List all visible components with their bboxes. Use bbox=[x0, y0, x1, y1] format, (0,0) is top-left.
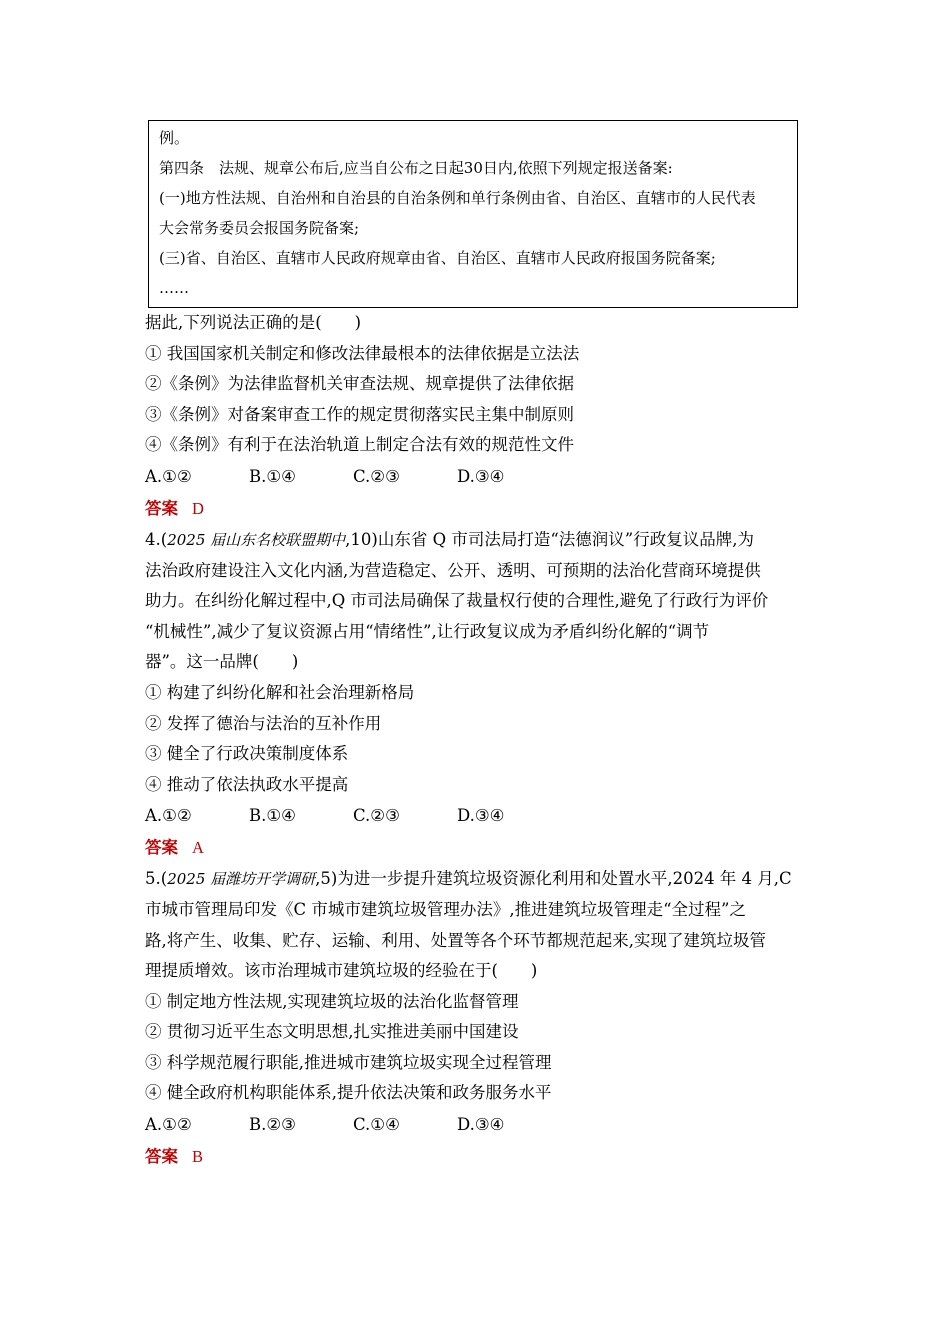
question-stem-line: 法治政府建设注入文化内涵,为营造稳定、公开、透明、可预期的法治化营商环境提供 bbox=[145, 560, 761, 580]
box-line: 大会常务委员会报国务院备案; bbox=[159, 219, 360, 237]
option-d: D.③④ bbox=[457, 466, 505, 486]
choice-item: ④《条例》有利于在法治轨道上制定合法有效的规范性文件 bbox=[145, 435, 574, 455]
answer-value: D bbox=[192, 498, 204, 518]
question-4 bbox=[145, 525, 810, 864]
choice-item: ②《条例》为法律监督机关审查法规、规章提供了法律依据 bbox=[145, 374, 574, 394]
question-source: 2025 届潍坊开学调研 bbox=[167, 870, 316, 889]
question-stem-line: 市城市管理局印发《C 市城市建筑垃圾管理办法》,推进建筑垃圾管理走“全过程”之 bbox=[145, 899, 746, 919]
box-line: (一)地方性法规、自治州和自治县的自治条例和单行条例由省、自治区、直辖市的人民代表 bbox=[159, 189, 756, 207]
quoted-regulation-box bbox=[148, 120, 798, 308]
box-line: 例。 bbox=[159, 129, 190, 147]
question-score: ,5) bbox=[315, 869, 338, 889]
choice-item: ① 制定地方性法规,实现建筑垃圾的法治化监督管理 bbox=[145, 991, 519, 1011]
question-3 bbox=[145, 308, 810, 525]
option-a: A.①② bbox=[145, 1115, 192, 1135]
box-line: …… bbox=[159, 279, 189, 297]
option-c: C.①④ bbox=[353, 1115, 400, 1135]
question-prompt: 据此,下列说法正确的是( ) bbox=[145, 313, 362, 332]
question-stem-text: 山东省 Q 市司法局打造“法德润议”行政复议品牌,为 bbox=[377, 529, 754, 549]
question-5 bbox=[145, 864, 810, 1173]
question-stem-text: 为进一步提升建筑垃圾资源化利用和处置水平,2024 年 4 月,C bbox=[337, 869, 792, 889]
answer-label: 答案 bbox=[145, 838, 178, 858]
option-b: B.①④ bbox=[249, 806, 296, 826]
box-line: (三)省、自治区、直辖市人民政府规章由省、自治区、直辖市人民政府报国务院备案; bbox=[159, 249, 716, 267]
answer-value: B bbox=[192, 1147, 204, 1167]
question-source: 2025 届山东名校联盟期中 bbox=[167, 530, 346, 549]
choice-item: ① 构建了纠纷化解和社会治理新格局 bbox=[145, 682, 415, 702]
option-b: B.①④ bbox=[249, 466, 296, 486]
answer-options bbox=[145, 800, 810, 831]
choice-item: ③《条例》对备案审查工作的规定贯彻落实民主集中制原则 bbox=[145, 404, 574, 424]
choice-item: ② 贯彻习近平生态文明思想,扎实推进美丽中国建设 bbox=[145, 1022, 519, 1042]
answer-value: A bbox=[192, 838, 204, 858]
answer-line bbox=[145, 831, 810, 864]
option-a: A.①② bbox=[145, 806, 192, 826]
question-score: ,10) bbox=[345, 529, 378, 549]
question-number: 5.( bbox=[145, 869, 168, 889]
document-page bbox=[145, 120, 810, 1173]
question-stem-line bbox=[145, 864, 810, 895]
option-d: D.③④ bbox=[457, 1115, 505, 1135]
choice-item: ③ 科学规范履行职能,推进城市建筑垃圾实现全过程管理 bbox=[145, 1052, 552, 1072]
question-number: 4.( bbox=[145, 529, 168, 549]
option-a: A.①② bbox=[145, 466, 192, 486]
choice-item: ④ 健全政府机构职能体系,提升依法决策和政务服务水平 bbox=[145, 1083, 552, 1103]
question-stem-line: “机械性”,减少了复议资源占用“情绪性”,让行政复议成为矛盾纠纷化解的“调节 bbox=[145, 621, 710, 641]
question-stem-line: 理提质增效。该市治理城市建筑垃圾的经验在于( ) bbox=[145, 961, 538, 981]
question-stem-line: 器”。这一品牌( ) bbox=[145, 652, 299, 672]
option-c: C.②③ bbox=[353, 806, 400, 826]
option-d: D.③④ bbox=[457, 806, 505, 826]
answer-line bbox=[145, 492, 810, 525]
answer-line bbox=[145, 1140, 810, 1173]
choice-item: ① 我国国家机关制定和修改法律最根本的法律依据是立法法 bbox=[145, 343, 580, 363]
option-c: C.②③ bbox=[353, 466, 400, 486]
choice-item: ② 发挥了德治与法治的互补作用 bbox=[145, 713, 382, 733]
question-stem-line: 路,将产生、收集、贮存、运输、利用、处置等各个环节都规范起来,实现了建筑垃圾管 bbox=[145, 930, 766, 950]
box-line: 第四条 法规、规章公布后,应当自公布之日起30日内,依照下列规定报送备案: bbox=[159, 159, 673, 177]
answer-options bbox=[145, 1109, 810, 1140]
question-stem-line bbox=[145, 525, 810, 556]
option-b: B.②③ bbox=[249, 1115, 296, 1135]
question-stem-line: 助力。在纠纷化解过程中,Q 市司法局确保了裁量权行使的合理性,避免了行政行为评价 bbox=[145, 591, 769, 611]
answer-options bbox=[145, 461, 810, 492]
choice-item: ④ 推动了依法执政水平提高 bbox=[145, 774, 349, 794]
answer-label: 答案 bbox=[145, 1147, 178, 1167]
answer-label: 答案 bbox=[145, 498, 178, 518]
choice-item: ③ 健全了行政决策制度体系 bbox=[145, 744, 349, 764]
